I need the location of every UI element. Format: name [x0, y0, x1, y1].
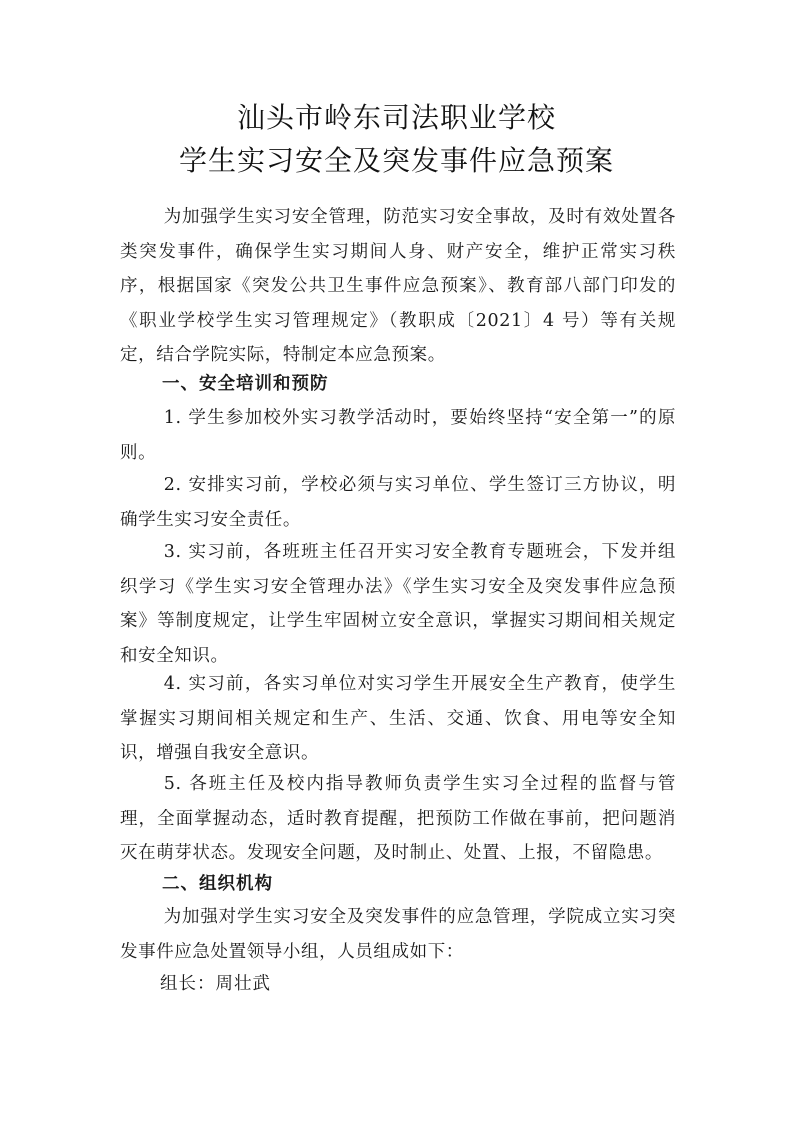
section1-item-4: 4. 实习前，各实习单位对实习学生开展安全生产教育，使学生掌握实习期间相关规定和生产、生活、交通、饮食、用电等安全知识，增强自我安全意识。	[120, 674, 676, 763]
section1-item-3: 3. 实习前，各班班主任召开实习安全教育专题班会，下发并组织学习《学生实习安全管理办法》《学生实习安全及突发事件应急预案》等制度规定，让学生牢固树立安全意识，掌握实习期间相关规定和安全知识。	[120, 542, 676, 666]
document-title-line1: 汕头市岭东司法职业学校	[236, 101, 556, 134]
document-title-line2: 学生实习安全及突发事件应急预案	[178, 144, 614, 177]
section2-paragraph: 为加强对学生实习安全及突发事件的应急管理，学院成立实习突发事件应急处置领导小组，人员组成如下：	[120, 907, 676, 962]
section1-heading: 一、安全培训和预防	[162, 374, 329, 394]
section2-heading: 二、组织机构	[162, 874, 273, 894]
group-leader-line: 组长：周壮武	[160, 974, 271, 994]
section1-item-2: 2. 安排实习前，学校必须与实习单位、学生签订三方协议，明确学生实习安全责任。	[120, 475, 676, 530]
intro-paragraph: 为加强学生实习安全管理，防范实习安全事故，及时有效处置各类突发事件，确保学生实习期间人身、财产安全，维护正常实习秩序，根据国家《突发公共卫生事件应急预案》、教育部八部门印发的《职业学校学生实习管理规定》（教职成〔2021〕4 号）等有关规定，结合学院实际，特制定本应急预案。	[120, 207, 676, 365]
section1-item-5: 5. 各班主任及校内指导教师负责学生实习全过程的监督与管理，全面掌握动态，适时教育提醒，把预防工作做在事前，把问题消灭在萌芽状态。发现安全问题，及时制止、处置、上报，不留隐患。	[120, 774, 676, 863]
section1-item-1: 1. 学生参加校外实习教学活动时，要始终坚持“安全第一”的原则。	[120, 408, 676, 463]
